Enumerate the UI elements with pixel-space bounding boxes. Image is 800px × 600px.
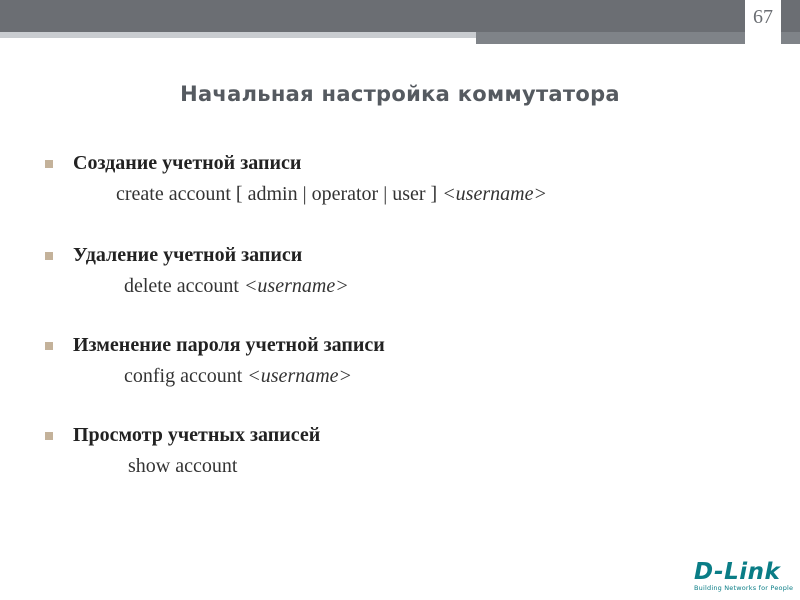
logo-wordmark: D-Link — [694, 559, 781, 585]
top-band-accent — [0, 32, 476, 38]
item-command: delete account <username> — [124, 275, 349, 297]
slide-title: Начальная настройка коммутатора — [180, 82, 620, 106]
item-heading: Просмотр учетных записей — [73, 424, 321, 446]
item-heading: Изменение пароля учетной записи — [73, 334, 385, 356]
bullet-icon — [45, 432, 53, 440]
bullet-icon — [45, 160, 53, 168]
item-command: show account — [128, 455, 238, 477]
item-heading: Создание учетной записи — [73, 152, 302, 174]
page-number: 67 — [753, 6, 773, 28]
logo-tagline: Building Networks for People — [694, 584, 794, 592]
item-command: create account [ admin | operator | user ] <username> — [116, 183, 547, 205]
d-link-logo — [694, 559, 794, 592]
page-number-tab-pointer — [745, 54, 781, 64]
bullet-icon — [45, 252, 53, 260]
item-command: config account <username> — [124, 365, 353, 387]
item-heading: Удаление учетной записи — [73, 244, 303, 266]
bullet-icon — [45, 342, 53, 350]
top-band — [0, 0, 800, 32]
